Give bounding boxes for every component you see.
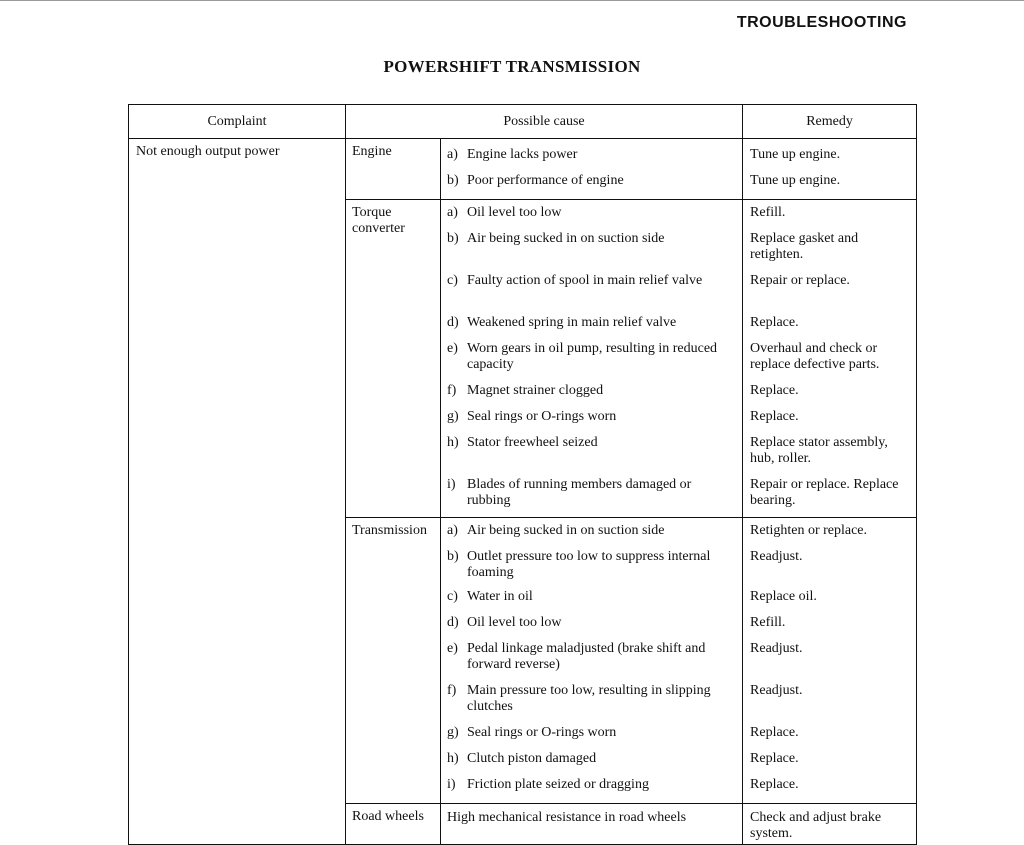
remedy-list xyxy=(743,804,917,845)
remedy-item: Replace. xyxy=(750,409,799,424)
cause-item xyxy=(441,683,742,725)
document-title: POWERSHIFT TRANSMISSION xyxy=(383,57,641,76)
cause-letter: f) xyxy=(447,383,457,398)
column-header-possible-cause: Possible cause xyxy=(346,105,743,139)
cause-letter: i) xyxy=(447,477,456,492)
cause-letter: b) xyxy=(447,549,459,564)
cause-item xyxy=(441,231,742,273)
troubleshooting-table xyxy=(128,104,917,845)
cause-letter: d) xyxy=(447,315,459,330)
remedy-item: Readjust. xyxy=(750,641,803,656)
cause-text: Oil level too low xyxy=(467,615,562,630)
remedy-item: Replace. xyxy=(750,751,799,766)
column-header-complaint: Complaint xyxy=(129,105,346,139)
cause-text: Magnet strainer clogged xyxy=(467,383,604,398)
remedy-item: Replace stator assembly, hub, roller. xyxy=(750,435,888,466)
cause-list xyxy=(441,200,743,518)
remedy-item: Replace. xyxy=(750,777,799,792)
cause-letter: b) xyxy=(447,173,459,188)
remedy-item: Tune up engine. xyxy=(750,173,841,188)
remedy-list xyxy=(743,518,917,804)
cause-list xyxy=(441,804,743,845)
cause-text: Oil level too low xyxy=(467,205,562,220)
remedy-item: Readjust. xyxy=(750,549,803,564)
remedy-item: Readjust. xyxy=(750,683,803,698)
cause-text: Clutch piston damaged xyxy=(467,751,597,766)
cause-item xyxy=(441,810,742,844)
cause-category: Road wheels xyxy=(346,804,441,845)
cause-item xyxy=(441,589,742,615)
remedy-list xyxy=(743,200,917,518)
cause-item xyxy=(441,383,742,409)
remedy-item: Replace gasket and retighten. xyxy=(750,231,859,262)
cause-text: Outlet pressure too low to suppress internal foaming xyxy=(467,549,711,580)
cause-letter: e) xyxy=(447,341,458,356)
cause-item xyxy=(441,173,742,199)
remedy-item: Repair or replace. Replace bearing. xyxy=(750,477,899,508)
cause-item xyxy=(441,725,742,751)
cause-letter: a) xyxy=(447,205,458,220)
remedy-item: Refill. xyxy=(750,615,786,630)
cause-text: Main pressure too low, resulting in slipping clutches xyxy=(467,683,711,714)
cause-item xyxy=(441,641,742,683)
cause-letter: g) xyxy=(447,725,459,740)
cause-list xyxy=(441,139,743,200)
cause-item xyxy=(441,315,742,341)
cause-letter: a) xyxy=(447,523,458,538)
cause-text: Pedal linkage maladjusted (brake shift and forward reverse) xyxy=(467,641,706,672)
remedy-item: Replace. xyxy=(750,315,799,330)
cause-letter: c) xyxy=(447,273,458,288)
cause-letter: h) xyxy=(447,435,459,450)
cause-item xyxy=(441,435,742,477)
top-rule xyxy=(0,0,1024,1)
cause-category: Torque converter xyxy=(346,200,441,518)
cause-item xyxy=(441,549,742,589)
cause-letter: b) xyxy=(447,231,459,246)
cause-item xyxy=(441,409,742,435)
cause-text: Poor performance of engine xyxy=(467,173,624,188)
cause-letter: f) xyxy=(447,683,457,698)
remedy-item: Check and adjust brake system. xyxy=(750,810,882,841)
column-header-remedy: Remedy xyxy=(743,105,917,139)
cause-letter: g) xyxy=(447,409,459,424)
cause-text: Stator freewheel seized xyxy=(467,435,598,450)
cause-letter: c) xyxy=(447,589,458,604)
cause-text: Engine lacks power xyxy=(467,147,578,162)
remedy-item: Repair or replace. xyxy=(750,273,850,288)
section-header: TROUBLESHOOTING xyxy=(736,14,907,31)
cause-text: Faulty action of spool in main relief valve xyxy=(467,273,703,288)
cause-item xyxy=(441,147,742,173)
cause-text: Seal rings or O-rings worn xyxy=(467,409,617,424)
cause-letter: a) xyxy=(447,147,458,162)
remedy-item: Retighten or replace. xyxy=(750,523,868,538)
cause-letter: h) xyxy=(447,751,459,766)
remedy-list xyxy=(743,139,917,200)
cause-item xyxy=(441,615,742,641)
cause-text: High mechanical resistance in road wheels xyxy=(447,810,687,825)
cause-text: Air being sucked in on suction side xyxy=(467,231,665,246)
cause-text: Friction plate seized or dragging xyxy=(467,777,649,792)
cause-item xyxy=(441,751,742,777)
remedy-item: Replace. xyxy=(750,383,799,398)
cause-item xyxy=(441,341,742,383)
cause-letter: e) xyxy=(447,641,458,656)
cause-text: Water in oil xyxy=(467,589,533,604)
remedy-item: Overhaul and check or replace defective parts. xyxy=(750,341,880,372)
cause-text: Worn gears in oil pump, resulting in reduced capacity xyxy=(467,341,718,372)
cause-item xyxy=(441,273,742,315)
cause-item xyxy=(441,477,742,513)
remedy-item: Replace. xyxy=(750,725,799,740)
remedy-item: Replace oil. xyxy=(750,589,817,604)
cause-text: Seal rings or O-rings worn xyxy=(467,725,617,740)
cause-list xyxy=(441,518,743,804)
cause-item xyxy=(441,523,742,549)
cause-item xyxy=(441,777,742,803)
cause-text: Air being sucked in on suction side xyxy=(467,523,665,538)
remedy-item: Tune up engine. xyxy=(750,147,841,162)
remedy-item: Refill. xyxy=(750,205,786,220)
complaint-cell: Not enough output power xyxy=(129,139,346,845)
cause-text: Weakened spring in main relief valve xyxy=(467,315,677,330)
cause-item xyxy=(441,205,742,231)
table-header-row xyxy=(129,105,917,139)
cause-category: Transmission xyxy=(346,518,441,804)
table-row xyxy=(129,139,917,200)
cause-letter: i) xyxy=(447,777,456,792)
cause-category: Engine xyxy=(346,139,441,200)
cause-letter: d) xyxy=(447,615,459,630)
cause-text: Blades of running members damaged or rubbing xyxy=(467,477,692,508)
